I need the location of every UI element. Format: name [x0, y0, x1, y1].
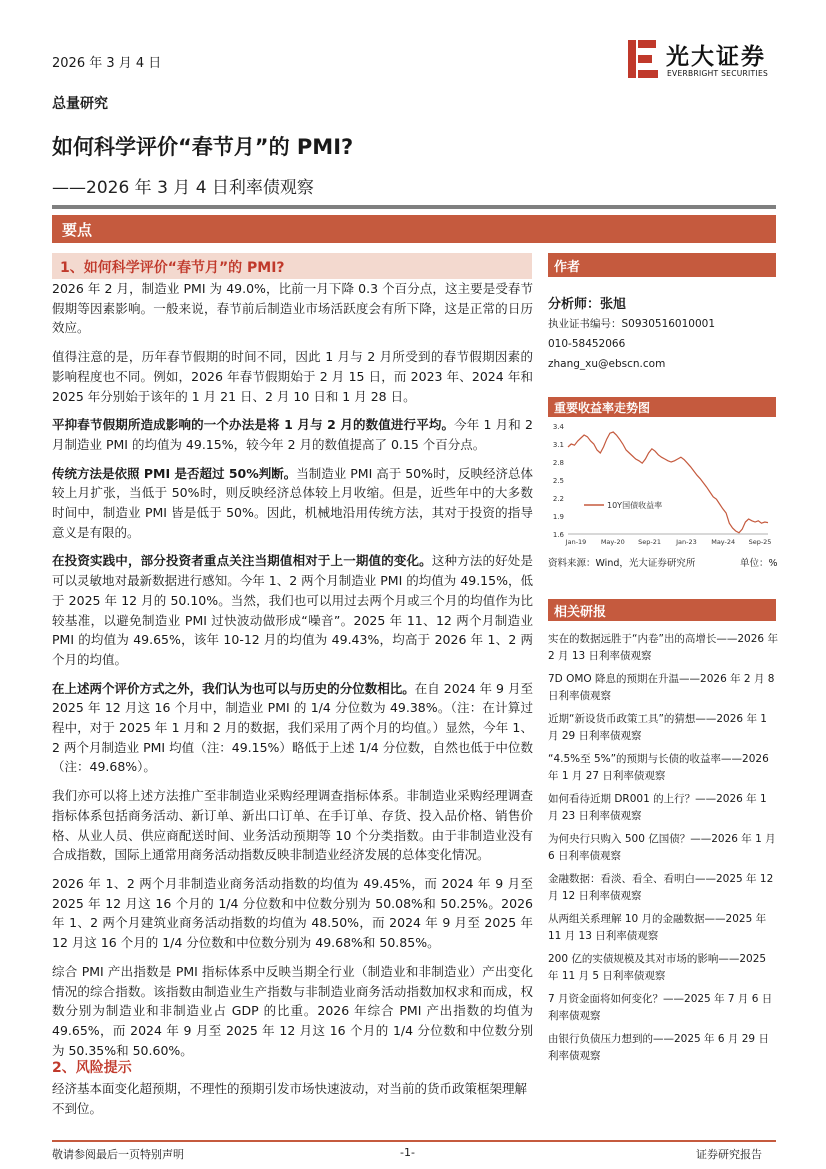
x-tick-label: May-24 [711, 538, 736, 546]
y-tick-label: 3.1 [552, 441, 564, 449]
x-tick-label: Jan-19 [565, 538, 587, 546]
report-category: 总量研究 [52, 96, 108, 112]
logo-chinese: 光大证券 [666, 44, 766, 70]
y-tick-label: 1.6 [552, 531, 564, 539]
yield-chart [546, 420, 776, 552]
paragraph: 平抑春节假期所造成影响的一个办法是将 1 月与 2 月的数值进行平均。今年 1 月和 2 月制造业 PMI 的均值为 49.15%，较今年 2 月的数值提高了 0.15 个百分点。 [52, 417, 533, 452]
chart-header: 重要收益率走势图 [548, 397, 776, 417]
related-report-link[interactable]: 200 亿的实债规模及其对市场的影响——2025 年 11 月 5 日利率债观察 [548, 953, 767, 982]
related-header: 相关研报 [548, 599, 776, 621]
related-report-link[interactable]: 近期“新设货币政策工具”的猜想——2026 年 1 月 29 日利率债观察 [548, 713, 767, 742]
related-report-link[interactable]: 7 月资金面将如何变化？——2025 年 7 月 6 日利率债观察 [548, 993, 773, 1022]
company-logo [626, 38, 786, 82]
footer-report-type: 证券研究报告 [696, 1148, 762, 1161]
analyst-name: 分析师：张旭 [548, 297, 627, 312]
x-tick-label: Jan-23 [676, 538, 697, 546]
series-line-10y [568, 432, 768, 533]
y-tick-label: 2.2 [552, 495, 564, 503]
y-tick-label: 2.8 [552, 459, 564, 467]
report-title: 如何科学评价“春节月”的 PMI? [52, 135, 354, 159]
legend-label: 10Y国债收益率 [607, 501, 663, 510]
header-divider [52, 205, 776, 209]
paragraph: 在上述两个评价方式之外，我们认为也可以与历史的分位数相比。在自 2024 年 9 月至 2025 年 12 月这 16 个月中，制造业 PMI 的 1/4 分位数为 49.38%。（注：在计算过程中，对于 2025 年 1 月和 2 月的数据，我们采用了两个月的均值。）显然，今年 1、2 两个月制造业 PMI 均值（注：49.15%）略低于上述 1/4 分位数，自然也低于中位数（注：49.68%）。 [52, 680, 533, 775]
paragraph: 传统方法是依照 PMI 是否超过 50%判断。当制造业 PMI 高于 50%时，反映经济总体较上月扩张，当低于 50%时，则反映经济总体较上月收缩。但是，近些年中的大多数时间中，制造业 PMI 皆是低于 50%。因此，机械地沿用传统方法，其对于投资的指导意义是有限的。 [52, 465, 534, 540]
related-report-link[interactable]: 实在的数据远胜于“内卷”出的高增长——2026 年 2 月 13 日利率债观察 [548, 633, 778, 662]
x-tick-label: Sep-25 [748, 538, 772, 546]
footer-disclaimer[interactable]: 敬请参阅最后一页特别声明 [52, 1148, 184, 1161]
x-tick-label: May-20 [600, 538, 625, 546]
paragraph: 值得注意的是，历年春节假期的时间不同，因此 1 月与 2 月所受到的春节假期因素的影响程度也不同。例如，2026 年春节假期始于 2 月 15 日，而 2023 年、2024 年和 2025 年分别始于该年的 1 月 21 日、2 月 10 日和 1 月 28 日。 [52, 349, 533, 404]
report-subtitle: ——2026 年 3 月 4 日利率债观察 [52, 178, 314, 198]
chart-unit: 单位：% [740, 558, 778, 569]
related-report-link[interactable]: 金融数据：看淡、看全、看明白——2025 年 12 月 12 日利率债观察 [548, 873, 774, 902]
logo-english: EVERBRIGHT SECURITIES [667, 69, 769, 78]
paragraph: 2026 年 2 月，制造业 PMI 为 49.0%，比前一月下降 0.3 个百分点，这主要是受春节假期等因素影响。一般来说，春节前后制造业市场活跃度会有所下降，这是正常的日历效应。 [52, 281, 533, 336]
paragraph: 综合 PMI 产出指数是 PMI 指标体系中反映当期全行业（制造业和非制造业）产出变化情况的综合指数。该指数由制造业生产指数与非制造业商务活动指数加权求和而成，权数分别为制造业和非制造业占 GDP 的比重。2026 年综合 PMI 产出指数的均值为 49.65%，而 2024 年 9 月至 2025 年 12 月这 16 个月的 1/4 分位数和中位数分别为 50.35%和 50.60%。 [52, 963, 533, 1058]
main-text [52, 279, 533, 1069]
footer-divider [52, 1140, 776, 1142]
x-tick-label: Sep-21 [638, 538, 662, 546]
key-points-bar [52, 215, 776, 243]
paragraph: 在投资实践中，部分投资者重点关注当期值相对于上一期值的变化。这种方法的好处是可以灵敏地对最新数据进行感知。今年 1、2 两个月制造业 PMI 的均值为 49.15%，低于 2025 年 12 月的 50.10%。当然，我们也可以用过去两个月或三个月的均值作为比较基准，以避免制造业 PMI 过快波动做形成“噪音”。2025 年 11、12 两个月制造业 PMI 的均值为 49.65%，该年 10-12 月的均值为 49.43%，均高于 2026 年 1、2 两个月的均值。 [52, 553, 533, 667]
related-report-link[interactable]: 由银行负债压力想到的——2025 年 6 月 29 日利率债观察 [548, 1033, 769, 1062]
section2-heading: 2、风险提示 [52, 1060, 132, 1076]
cert-number: 执业证书编号：S0930516010001 [548, 318, 716, 330]
author-info [548, 314, 715, 374]
paragraph: 2026 年 1、2 两个月非制造业商务活动指数的均值为 49.45%，而 2024 年 9 月至 2025 年 12 月这 16 个月的 1/4 分位数和中位数分别为 50.08%和 50.25%。2026 年 1、2 两个月建筑业商务活动指数的均值为 48.50%，而 2024 年 9 月至 2025 年 12 月这 16 个月的 1/4 分位数和中位数分别为 49.68%和 50.85%。 [52, 875, 533, 951]
phone: 010-58452066 [548, 338, 626, 350]
section1-heading: 1、如何科学评价“春节月”的 PMI? [60, 260, 285, 276]
page-number: -1- [400, 1146, 415, 1159]
y-tick-label: 2.5 [552, 477, 564, 485]
risk-text: 经济基本面变化超预期，不理性的预期引发市场快速波动，对当前的货币政策框架理解不到位。 [52, 1081, 528, 1116]
related-reports [548, 631, 778, 1071]
logo-mark-icon [626, 38, 660, 80]
related-report-link[interactable]: “4.5%至 5%”的预期与长债的收益率——2026 年 1 月 27 日利率债观察 [548, 753, 769, 782]
paragraph: 我们亦可以将上述方法推广至非制造业采购经理调查指标体系。非制造业采购经理调查指标体系包括商务活动、新订单、新出口订单、在手订单、存货、投入品价格、销售价格、从业人员、供应商配送时间、业务活动预期等 10 个分类指数。由于非制造业没有合成指数，国际上通常用商务活动指数反映非制造业经济发展的总体变化情况。 [52, 788, 533, 863]
key-points-label: 要点 [62, 221, 93, 239]
email[interactable]: zhang_xu@ebscn.com [548, 358, 666, 370]
related-report-link[interactable]: 7D OMO 降息的预期在升温——2026 年 2 月 8 日利率债观察 [548, 673, 775, 702]
related-report-link[interactable]: 从两组关系理解 10 月的金融数据——2025 年 11 月 13 日利率债观察 [548, 913, 767, 942]
related-report-link[interactable]: 为何央行只购入 500 亿国债？——2026 年 1 月 6 日利率债观察 [548, 833, 776, 862]
chart-source: 资料来源：Wind，光大证券研究所 [548, 558, 696, 569]
y-tick-label: 1.9 [552, 513, 564, 521]
report-date: 2026 年 3 月 4 日 [52, 56, 162, 71]
y-tick-label: 3.4 [552, 423, 564, 431]
related-report-link[interactable]: 如何看待近期 DR001 的上行？——2026 年 1 月 23 日利率债观察 [548, 793, 767, 822]
author-header: 作者 [548, 253, 776, 277]
